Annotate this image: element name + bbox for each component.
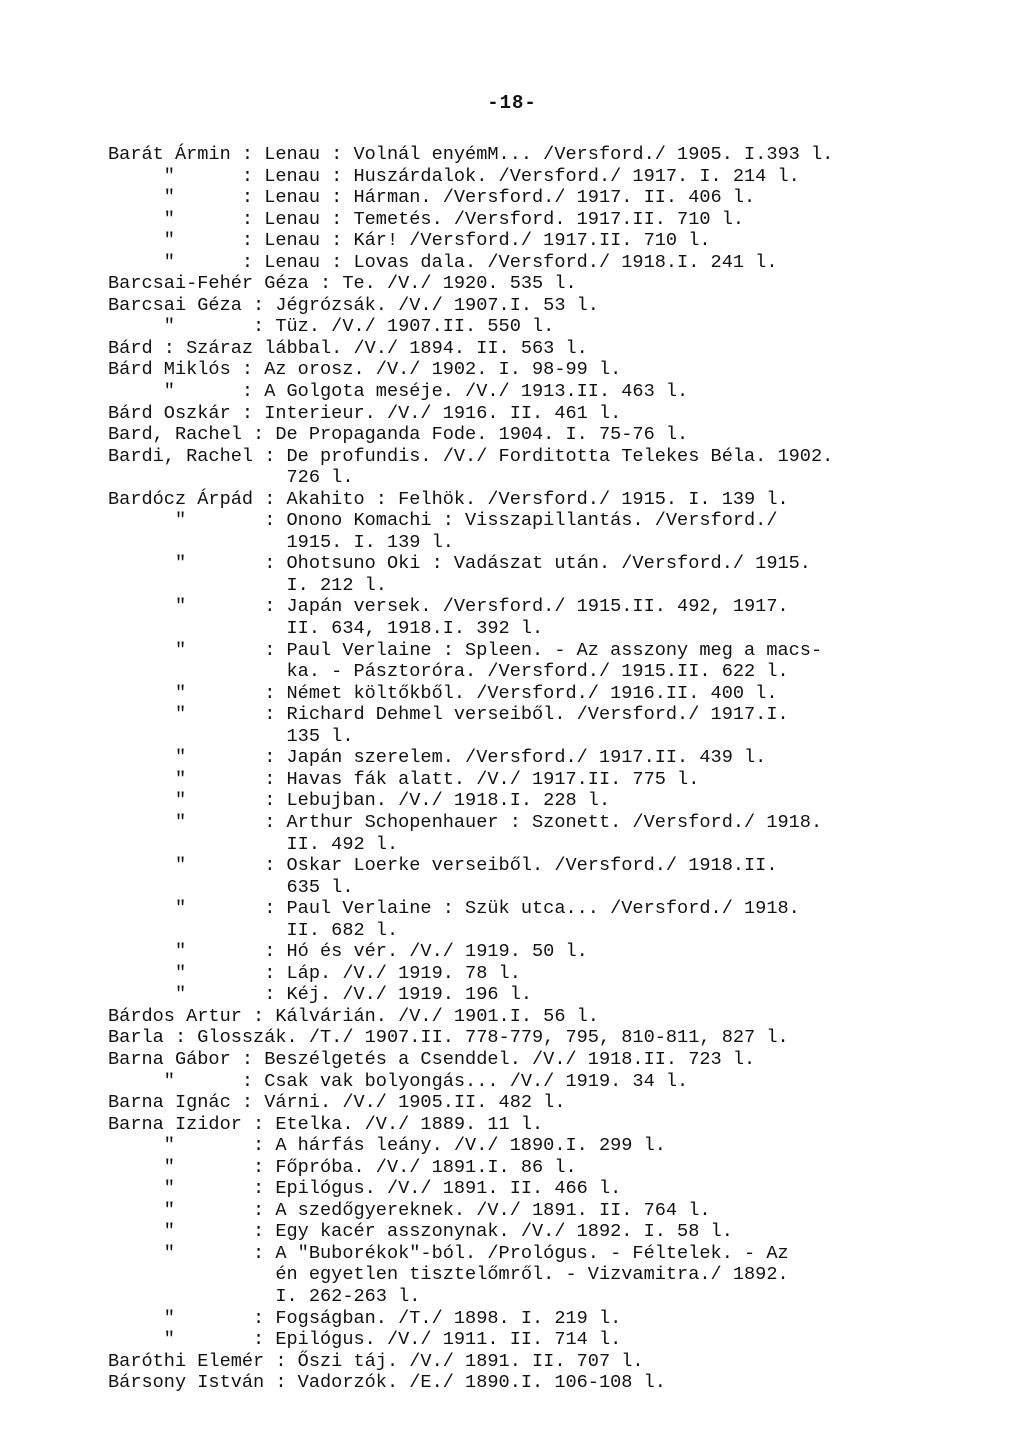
entry-line: " : Ohotsuno Oki : Vadászat után. /Versford./ 1915. <box>108 553 811 575</box>
entry-line: " : Egy kacér asszonynak. /V./ 1892. I. 58 l. <box>108 1221 733 1243</box>
entry-line: " : Lenau : Lovas dala. /Versford./ 1918.I. 241 l. <box>108 251 778 273</box>
entry-line: I. 212 l. <box>108 574 387 596</box>
entry-line: " : Arthur Schopenhauer : Szonett. /Versford./ 1918. <box>108 811 823 833</box>
entry-line: Baróthi Elemér : Őszi táj. /V./ 1891. II. 707 l. <box>108 1350 644 1372</box>
entry-line: " : Epilógus. /V./ 1891. II. 466 l. <box>108 1178 622 1200</box>
entry-line: " : Lenau : Kár! /Versford./ 1917.II. 710 l. <box>108 230 711 252</box>
entry-line: Bard, Rachel : De Propaganda Fode. 1904. I. 75-76 l. <box>108 424 689 446</box>
entry-line: Bárdos Artur : Kálvárián. /V./ 1901.I. 56 l. <box>108 1005 599 1027</box>
entry-line: Bárd Miklós : Az orosz. /V./ 1902. I. 98-99 l. <box>108 359 622 381</box>
entry-line: " : Fogságban. /T./ 1898. I. 219 l. <box>108 1307 622 1329</box>
entry-line: Barna Gábor : Beszélgetés a Csenddel. /V./ 1918.II. 723 l. <box>108 1048 756 1070</box>
entry-line: " : Kéj. /V./ 1919. 196 l. <box>108 984 533 1006</box>
entry-line: Barcsai Géza : Jégrózsák. /V./ 1907.I. 53 l. <box>108 294 599 316</box>
entry-line: " : Epilógus. /V./ 1911. II. 714 l. <box>108 1329 622 1351</box>
entry-line: " : Richard Dehmel verseiből. /Versford./ 1917.I. <box>108 704 789 726</box>
entry-line: II. 634, 1918.I. 392 l. <box>108 618 544 640</box>
entry-line: " : Tüz. /V./ 1907.II. 550 l. <box>108 316 555 338</box>
entry-line: II. 492 l. <box>108 833 399 855</box>
entry-line: 135 l. <box>108 725 354 747</box>
entry-line: 1915. I. 139 l. <box>108 531 454 553</box>
entry-line: I. 262-263 l. <box>108 1285 421 1307</box>
entry-line: " : Főpróba. /V./ 1891.I. 86 l. <box>108 1156 577 1178</box>
entry-line: " : Láp. /V./ 1919. 78 l. <box>108 962 521 984</box>
entry-line: " : Onono Komachi : Visszapillantás. /Versford./ <box>108 510 778 532</box>
entry-line: " : Lebujban. /V./ 1918.I. 228 l. <box>108 790 611 812</box>
entry-line: Barla : Glosszák. /T./ 1907.II. 778-779, 795, 810-811, 827 l. <box>108 1027 789 1049</box>
entry-line: én egyetlen tisztelőmről. - Vizvamitra./ 1892. <box>108 1264 789 1286</box>
entry-line: ka. - Pásztoróra. /Versford./ 1915.II. 622 l. <box>108 661 789 683</box>
entry-line: " : Havas fák alatt. /V./ 1917.II. 775 l. <box>108 768 700 790</box>
entry-line: Bársony István : Vadorzók. /E./ 1890.I. 106-108 l. <box>108 1372 666 1394</box>
entry-line: " : A szedőgyereknek. /V./ 1891. II. 764 l. <box>108 1199 711 1221</box>
entry-line: " : Csak vak bolyongás... /V./ 1919. 34 l. <box>108 1070 689 1092</box>
entry-line: " : Lenau : Temetés. /Versford. 1917.II. 710 l. <box>108 208 745 230</box>
entry-line: " : Japán versek. /Versford./ 1915.II. 492, 1917. <box>108 596 789 618</box>
entry-line: " : Paul Verlaine : Szük utca... /Versford./ 1918. <box>108 898 800 920</box>
entry-line: " : Német költőkből. /Versford./ 1916.II. 400 l. <box>108 682 778 704</box>
entry-line: Bárd : Száraz lábbal. /V./ 1894. II. 563 l. <box>108 337 588 359</box>
entry-line: " : Lenau : Hárman. /Versford./ 1917. II. 406 l. <box>108 187 756 209</box>
entry-line: II. 682 l. <box>108 919 399 941</box>
entry-line: Bardócz Árpád : Akahito : Felhök. /Versford./ 1915. I. 139 l. <box>108 488 789 510</box>
entry-line: " : A "Buborékok"-ból. /Prológus. - Féltelek. - Az <box>108 1242 789 1264</box>
entry-line: 726 l. <box>108 467 354 489</box>
bibliography-entries <box>108 144 988 1394</box>
entry-line: " : A hárfás leány. /V./ 1890.I. 299 l. <box>108 1135 666 1157</box>
entry-line: Bardi, Rachel : De profundis. /V./ Forditotta Telekes Béla. 1902. <box>108 445 834 467</box>
entry-line: Barcsai-Fehér Géza : Te. /V./ 1920. 535 l. <box>108 273 577 295</box>
entry-line: " : Paul Verlaine : Spleen. - Az asszony meg a macs- <box>108 639 823 661</box>
entry-line: " : Japán szerelem. /Versford./ 1917.II. 439 l. <box>108 747 767 769</box>
entry-line: " : Lenau : Huszárdalok. /Versford./ 1917. I. 214 l. <box>108 165 800 187</box>
entry-line: " : A Golgota meséje. /V./ 1913.II. 463 l. <box>108 381 689 403</box>
entry-line: " : Hó és vér. /V./ 1919. 50 l. <box>108 941 588 963</box>
page-number: -18- <box>487 92 537 114</box>
entry-line: Bárd Oszkár : Interieur. /V./ 1916. II. 461 l. <box>108 402 622 424</box>
entry-line: " : Oskar Loerke verseiből. /Versford./ 1918.II. <box>108 855 778 877</box>
entry-line: Barát Ármin : Lenau : Volnál enyémM... /Versford./ 1905. I.393 l. <box>108 144 834 165</box>
entry-line: 635 l. <box>108 876 354 898</box>
entry-line: Barna Izidor : Etelka. /V./ 1889. 11 l. <box>108 1113 544 1135</box>
entry-line: Barna Ignác : Várni. /V./ 1905.II. 482 l. <box>108 1092 566 1114</box>
